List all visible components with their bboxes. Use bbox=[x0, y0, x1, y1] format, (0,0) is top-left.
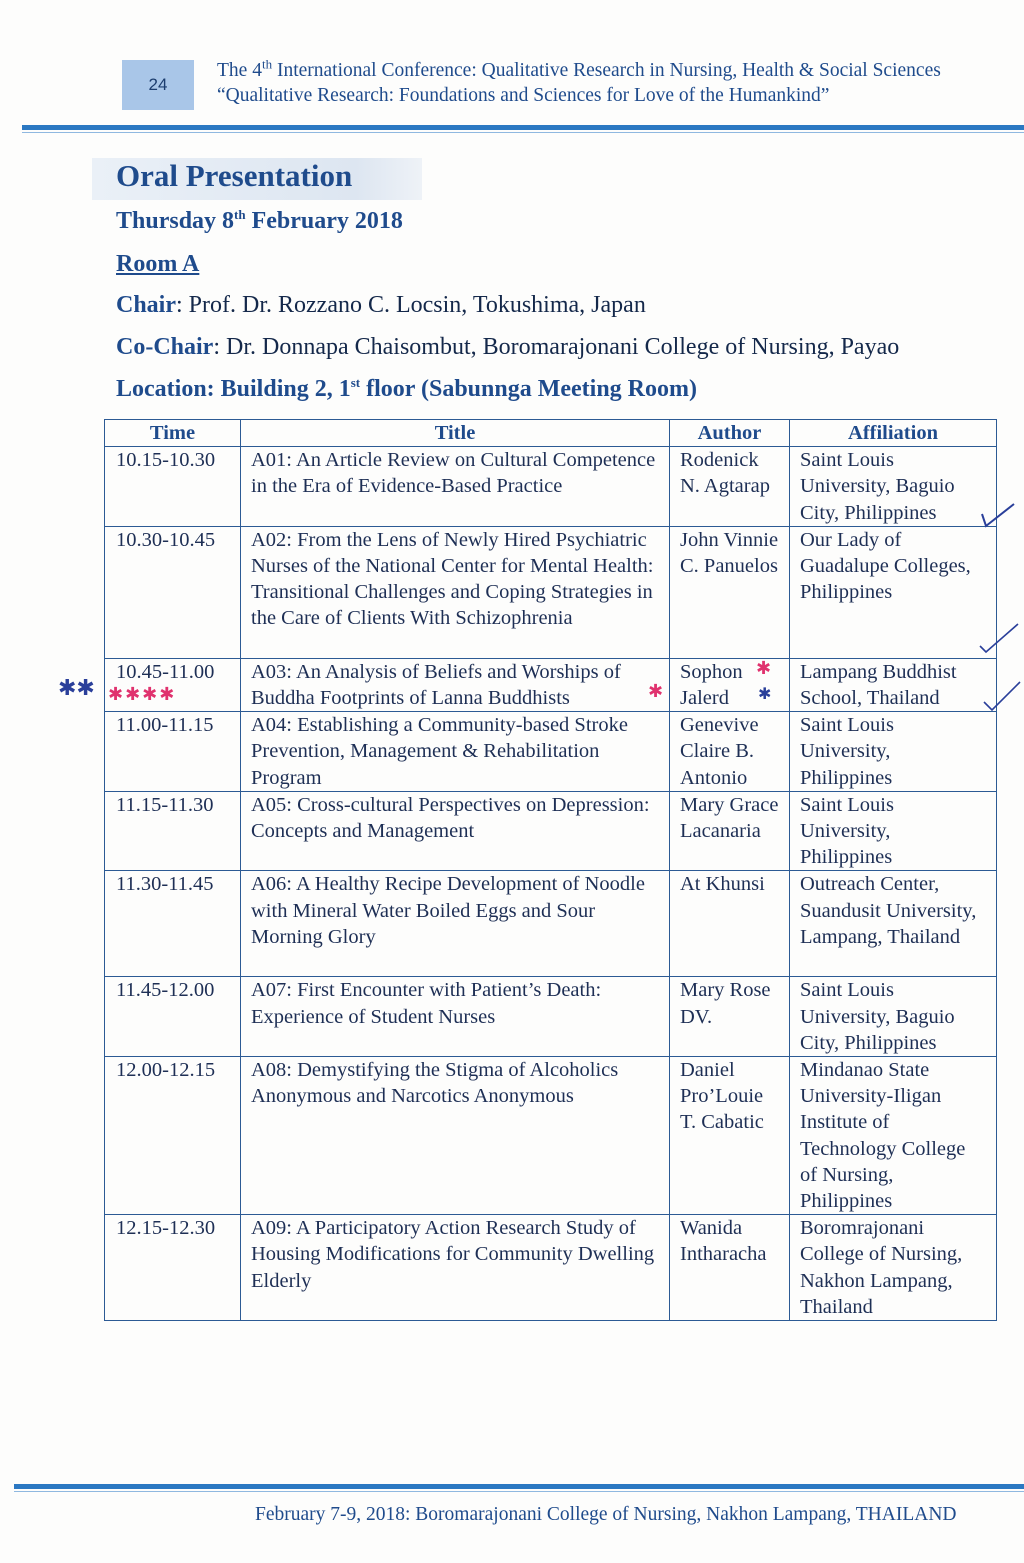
table-row bbox=[105, 1215, 997, 1321]
schedule-table bbox=[104, 419, 997, 1321]
header-rule-thin bbox=[22, 132, 1024, 133]
handwritten-stars-icon: ✱✱ bbox=[58, 676, 95, 701]
affiliation-cell: Our Lady of Guadalupe Colleges, Philippines bbox=[790, 526, 997, 658]
checkmark-icon bbox=[970, 500, 1024, 530]
time-cell: 11.30-11.45 bbox=[105, 871, 241, 977]
author-cell: Wanida Intharacha bbox=[670, 1215, 790, 1321]
table-row bbox=[105, 712, 997, 792]
title-cell: A01: An Article Review on Cultural Competence in the Era of Evidence-Based Practice bbox=[241, 447, 670, 527]
conference-title: The 4th International Conference: Qualitative Research in Nursing, Health & Social Sciences bbox=[217, 56, 941, 81]
affiliation-cell: Saint Louis University, Philippines bbox=[790, 791, 997, 871]
title-cell: A03: An Analysis of Beliefs and Worships of Buddha Footprints of Lanna Buddhists bbox=[241, 658, 670, 711]
author-cell: Genevive Claire B. Antonio bbox=[670, 712, 790, 792]
table-row bbox=[105, 977, 997, 1057]
conference-subtitle: “Qualitative Research: Foundations and Sciences for Love of the Humankind” bbox=[217, 85, 830, 106]
section-title: Oral Presentation bbox=[116, 158, 353, 193]
table-row bbox=[105, 526, 997, 658]
asterisk-icon: ✱ bbox=[756, 658, 772, 679]
footer-rule bbox=[14, 1484, 1024, 1489]
table-row bbox=[105, 791, 997, 871]
header-author: Author bbox=[670, 420, 790, 447]
location-line: Location: Building 2, 1st floor (Sabunnga Meeting Room) bbox=[116, 375, 697, 402]
time-cell: 11.00-11.15 bbox=[105, 712, 241, 792]
title-cell: A07: First Encounter with Patient’s Death: Experience of Student Nurses bbox=[241, 977, 670, 1057]
footer-rule-thin bbox=[14, 1491, 1024, 1492]
header-affiliation: Affiliation bbox=[790, 420, 997, 447]
time-cell: 12.15-12.30 bbox=[105, 1215, 241, 1321]
title-cell: A06: A Healthy Recipe Development of Noodle with Mineral Water Boiled Eggs and Sour Morning Glory bbox=[241, 871, 670, 977]
cochair-line: Co-Chair: Dr. Donnapa Chaisombut, Boromarajonani College of Nursing, Payao bbox=[116, 334, 900, 360]
time-cell: 11.15-11.30 bbox=[105, 791, 241, 871]
affiliation-cell: Boromrajonani College of Nursing, Nakhon Lampang, Thailand bbox=[790, 1215, 997, 1321]
time-cell: 11.45-12.00 bbox=[105, 977, 241, 1057]
affiliation-cell: Saint Louis University, Baguio City, Philippines bbox=[790, 977, 997, 1057]
title-cell: A08: Demystifying the Stigma of Alcoholics Anonymous and Narcotics Anonymous bbox=[241, 1057, 670, 1215]
table-row bbox=[105, 658, 997, 711]
title-cell: A09: A Participatory Action Research Study of Housing Modifications for Community Dwelling Elderly bbox=[241, 1215, 670, 1321]
affiliation-cell: Mindanao State University-Iligan Institute of Technology College of Nursing, Philippines bbox=[790, 1057, 997, 1215]
table-row bbox=[105, 447, 997, 527]
title-cell: A04: Establishing a Community-based Stroke Prevention, Management & Rehabilitation Program bbox=[241, 712, 670, 792]
author-cell: Daniel Pro’Louie T. Cabatic bbox=[670, 1057, 790, 1215]
page-number: 24 bbox=[122, 60, 194, 110]
footer-text: February 7-9, 2018: Boromarajonani College of Nursing, Nakhon Lampang, THAILAND bbox=[255, 1504, 957, 1525]
author-cell: Sophon Jalerd bbox=[670, 658, 790, 711]
title-cell: A05: Cross-cultural Perspectives on Depression: Concepts and Management bbox=[241, 791, 670, 871]
table-header-row bbox=[105, 420, 997, 447]
title-cell: A02: From the Lens of Newly Hired Psychiatric Nurses of the National Center for Mental Health: Transitional Challenges and Coping Strategies in the Care of Clients With Schizophrenia bbox=[241, 526, 670, 658]
table-row bbox=[105, 871, 997, 977]
session-date: Thursday 8th February 2018 bbox=[116, 207, 403, 234]
chair-line: Chair: Prof. Dr. Rozzano C. Locsin, Tokushima, Japan bbox=[116, 292, 646, 318]
checkmark-icon bbox=[966, 618, 1024, 658]
conference-header bbox=[217, 58, 1017, 108]
author-cell: Mary Grace Lacanaria bbox=[670, 791, 790, 871]
header-title: Title bbox=[241, 420, 670, 447]
header-time: Time bbox=[105, 420, 241, 447]
time-cell: 10.45-11.00 bbox=[105, 658, 241, 711]
author-cell: Mary Rose DV. bbox=[670, 977, 790, 1057]
author-cell: Rodenick N. Agtarap bbox=[670, 447, 790, 527]
author-cell: At Khunsi bbox=[670, 871, 790, 977]
checkmark-icon bbox=[970, 676, 1024, 716]
table-row bbox=[105, 1057, 997, 1215]
header-rule bbox=[22, 125, 1024, 130]
handwritten-stars-icon: ✱✱✱✱ bbox=[108, 684, 177, 705]
affiliation-cell: Saint Louis University, Philippines bbox=[790, 712, 997, 792]
affiliation-cell: Saint Louis University, Baguio City, Philippines bbox=[790, 447, 997, 527]
asterisk-icon: ✱ bbox=[648, 681, 664, 702]
asterisk-icon: ✱ bbox=[758, 684, 772, 703]
time-cell: 12.00-12.15 bbox=[105, 1057, 241, 1215]
room-label: Room A bbox=[116, 251, 200, 277]
time-cell: 10.30-10.45 bbox=[105, 526, 241, 658]
affiliation-cell: Lampang Buddhist School, Thailand bbox=[790, 658, 997, 711]
time-cell: 10.15-10.30 bbox=[105, 447, 241, 527]
author-cell: John Vinnie C. Panuelos bbox=[670, 526, 790, 658]
affiliation-cell: Outreach Center, Suandusit University, Lampang, Thailand bbox=[790, 871, 997, 977]
